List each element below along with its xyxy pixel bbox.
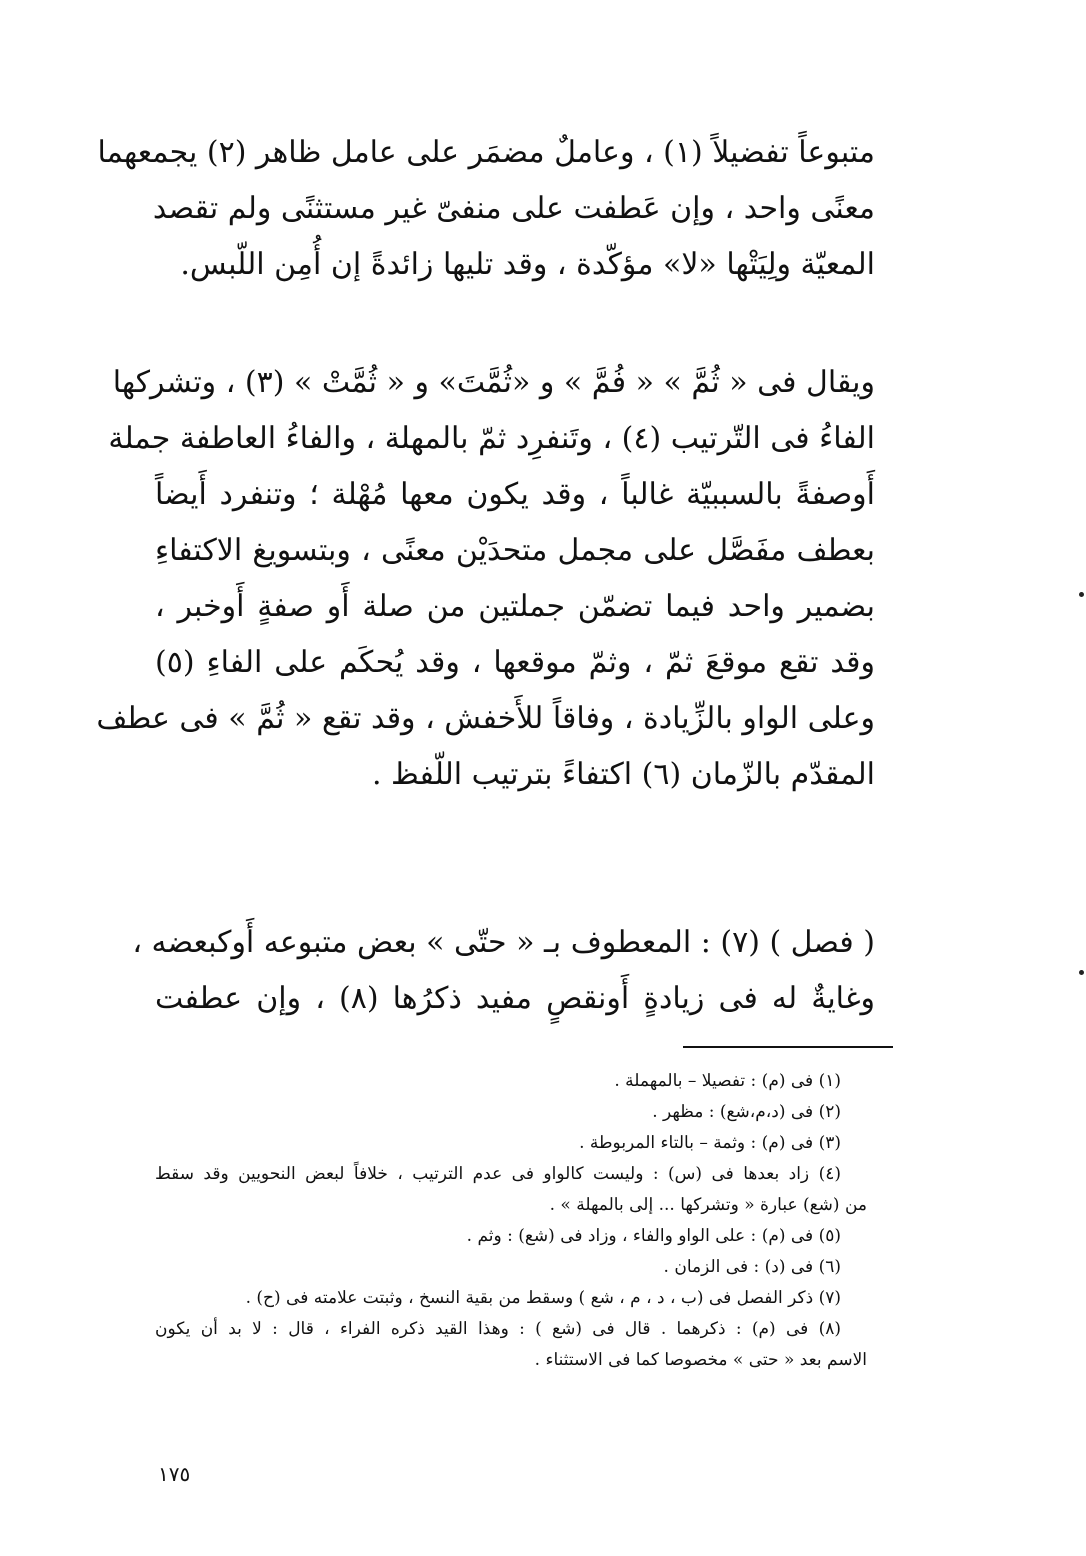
footnote-6: (٦) فى (د) : فى الزمان . <box>663 1257 841 1277</box>
footnote-2: (٢) فى (د،م،شع) : مظهر . <box>652 1102 841 1122</box>
text-line: ويقال فى « ثُمَّ » « فُمَّ » و «ثُمَّتَ» و « ثُمَّتْ » (٣) ، وتشركها <box>112 365 875 400</box>
text-line: معنًى واحد ، وإن عَطفت على منفىّ غير مستثنًى ولم تقصد <box>152 191 875 226</box>
text-line: بعطف مفَصَّل على مجمل متحدَيْن معنًى ، وبتسويغ الاكتفاءِ <box>155 533 875 568</box>
footnote-5: (٥) فى (م) : على الواو والفاء ، وزاد فى (شع) : وثم . <box>466 1226 841 1246</box>
scan-speck <box>1079 970 1084 975</box>
text-line: الفاءُ فى التّرتيب (٤) ، وتَنفرِد ثمّ بالمهلة ، والفاءُ العاطفة جملة <box>108 421 875 456</box>
footnote-7: (٧) ذكر الفصل فى (ب ، د ، م ، شع ) وسقط من بقية النسخ ، وثبتت علامته فى (ح) . <box>245 1288 841 1308</box>
text-line: وقد تقع موقعَ ثمّ ، وثمّ موقعها ، وقد يُحكَم على الفاءِ (٥) <box>155 645 875 680</box>
footnotes <box>155 1066 867 1376</box>
paragraph-3 <box>132 915 875 1027</box>
scan-speck <box>1079 592 1084 597</box>
text-line: متبوعاً تفضيلاً (١) ، وعاملٌ مضمَر على عامل ظاهر (٢) يجمعهما <box>97 135 875 170</box>
footnote-8-continued: الاسم بعد « حتى » مخصوصا كما فى الاستثناء . <box>534 1350 867 1370</box>
footnote-divider <box>683 1046 893 1048</box>
text-line: ( فصل ) (٧) : المعطوف بـ « حتّى » بعض متبوعه أَوكبعضه ، <box>132 925 875 960</box>
footnote-8: (٨) فى (م) : ذكرهما . قال فى (شع ) : وهذا القيد ذكره الفراء ، قال : لا بد أن يكون <box>155 1319 841 1339</box>
text-line: المعيّة ولِيَتْها «لا» مؤكّدة ، وقد تليها زائدةً إن أُمِن اللّبس. <box>180 247 875 282</box>
footnote-4: (٤) زاد بعدها فى (س) : وليست كالواو فى عدم الترتيب ، خلافاً لبعض النحويين وقد سقط <box>155 1164 841 1184</box>
paragraph-1 <box>97 125 875 293</box>
footnote-3: (٣) فى (م) : وثمة – بالتاء المربوطة . <box>579 1133 841 1153</box>
text-line: المقدّم بالزّمان (٦) اكتفاءً بترتيب اللّفظ . <box>371 757 875 792</box>
text-line: بضمير واحد فيما تضمّن جملتين من صلة أَو صفةٍ أَوخبر ، <box>155 589 875 624</box>
text-line: وعلى الواو بالزِّيادة ، وفاقاً للأَخفش ، وقد تقع « ثُمَّ » فى عطف <box>96 701 875 736</box>
text-line: أَوصفةً بالسببيّة غالباً ، وقد يكون معها مُهْلة ؛ وتنفرد أَيضاً <box>155 477 875 512</box>
footnote-1: (١) فى (م) : تفصيلا – بالمهملة . <box>614 1071 841 1091</box>
text-line: وغايةٌ له فى زيادةٍ أَونقصٍ مفيد ذكرُها (٨) ، وإن عطفت <box>155 981 875 1016</box>
paragraph-2 <box>96 355 875 803</box>
footnote-4-continued: من (شع) عبارة « وتشركها ... إلى بالمهلة » . <box>549 1195 867 1215</box>
page-number: ١٧٥ <box>158 1462 191 1486</box>
